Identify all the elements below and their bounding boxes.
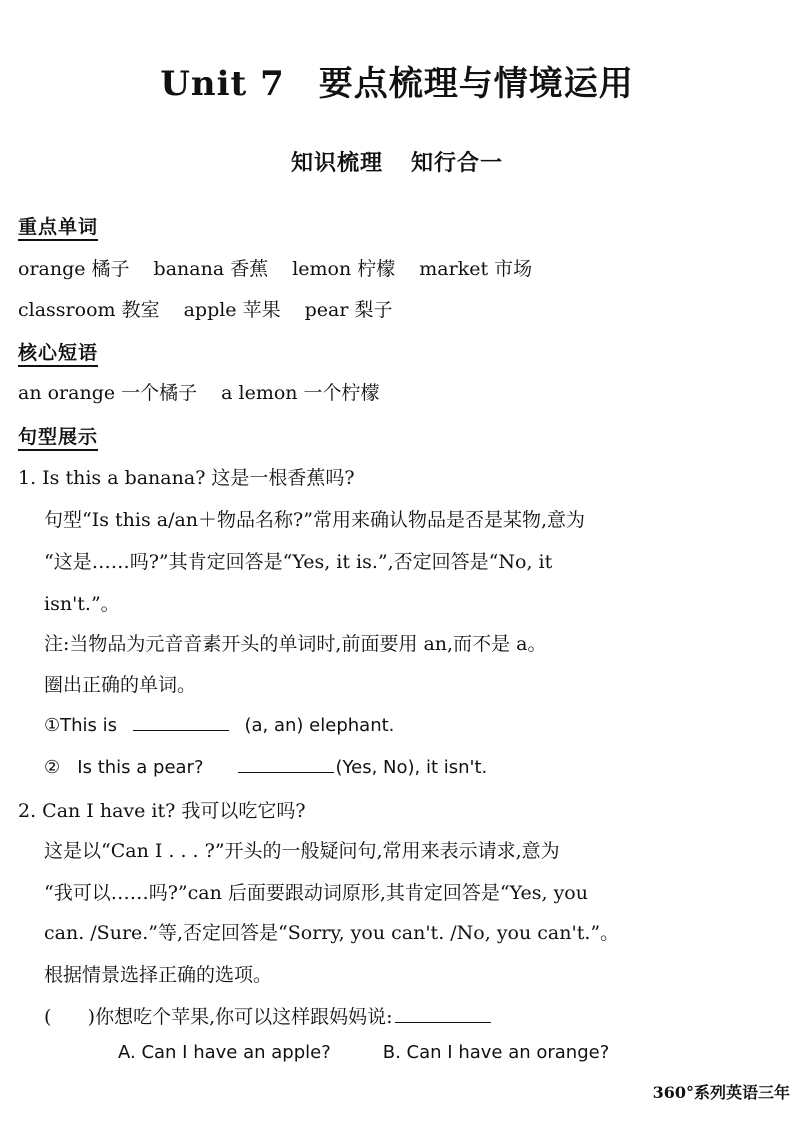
vocab-heading-row (18, 212, 98, 239)
unit-label: Unit 7 (160, 64, 285, 104)
options-row (118, 1042, 609, 1063)
sentence-2-explain-3: can. /Sure.”等,否定回答是“Sorry, you can't. /No, you can't.”。 (44, 922, 620, 944)
sentence-1-explain-3: isn't.”。 (44, 593, 120, 615)
vocab-line-2 (18, 295, 392, 322)
vocab-item: market 市场 (419, 258, 533, 280)
question-row (44, 1002, 491, 1029)
question-text: ( )你想吃个苹果,你可以这样跟妈妈说: (44, 1006, 393, 1028)
sentence-1-note: 注:当物品为元音音素开头的单词时,前面要用 an,而不是 a。 (44, 633, 547, 655)
phrases-heading-row (18, 338, 98, 365)
vocab-item: apple 苹果 (183, 299, 281, 321)
subtitle-left: 知识梳理 (290, 151, 383, 176)
section-subtitle (0, 146, 794, 177)
exercise-2-suffix: (Yes, No), it isn't. (335, 757, 488, 778)
sentence-1-explain-2: “这是……吗?”其肯定回答是“Yes, it is.”,否定回答是“No, it (44, 551, 553, 573)
sentence-1-task: 圈出正确的单词。 (44, 674, 197, 696)
vocab-item: classroom 教室 (18, 299, 160, 321)
vocab-line-1 (18, 254, 532, 281)
phrases-heading: 核心短语 (18, 342, 98, 367)
phrases-line (18, 378, 380, 405)
series-footer: 360°系列英语三年 (652, 1083, 790, 1102)
subtitle-right: 知行合一 (411, 151, 504, 176)
vocab-item: lemon 柠檬 (292, 258, 396, 280)
exercise-1-prefix: ①This is (44, 715, 118, 736)
answer-blank[interactable] (238, 754, 334, 773)
option-b[interactable]: B. Can I have an orange? (382, 1042, 610, 1063)
sentence-1-explain-1: 句型“Is this a/an＋物品名称?”常用来确认物品是否是某物,意为 (44, 509, 585, 531)
sentence-2-explain-2: “我可以……吗?”can 后面要跟动词原形,其肯定回答是“Yes, you (44, 882, 588, 904)
sentences-heading-row (18, 422, 98, 449)
vocab-item: pear 梨子 (304, 299, 393, 321)
sentence-2-task: 根据情景选择正确的选项。 (44, 964, 273, 986)
option-a[interactable]: A. Can I have an apple? (118, 1042, 331, 1063)
exercise-1-suffix: (a, an) elephant. (244, 715, 395, 736)
answer-blank[interactable] (133, 712, 229, 731)
unit-topic: 要点梳理与情境运用 (318, 64, 634, 104)
answer-blank[interactable] (395, 1004, 491, 1023)
vocab-item: banana 香蕉 (153, 258, 269, 280)
phrase-item: a lemon 一个柠檬 (221, 382, 380, 404)
vocab-heading: 重点单词 (18, 216, 98, 241)
sentence-1-title: 1. Is this a banana? 这是一根香蕉吗? (18, 467, 355, 489)
page-title (0, 56, 794, 105)
exercise-2-prefix: ② Is this a pear? (44, 757, 204, 778)
phrase-item: an orange 一个橘子 (18, 382, 198, 404)
sentence-2-explain-1: 这是以“Can I . . . ?”开头的一般疑问句,常用来表示请求,意为 (44, 840, 560, 862)
sentences-heading: 句型展示 (18, 426, 98, 451)
exercise-1 (44, 712, 394, 736)
exercise-2 (44, 754, 487, 778)
sentence-2-title: 2. Can I have it? 我可以吃它吗? (18, 800, 306, 822)
vocab-item: orange 橘子 (18, 258, 130, 280)
